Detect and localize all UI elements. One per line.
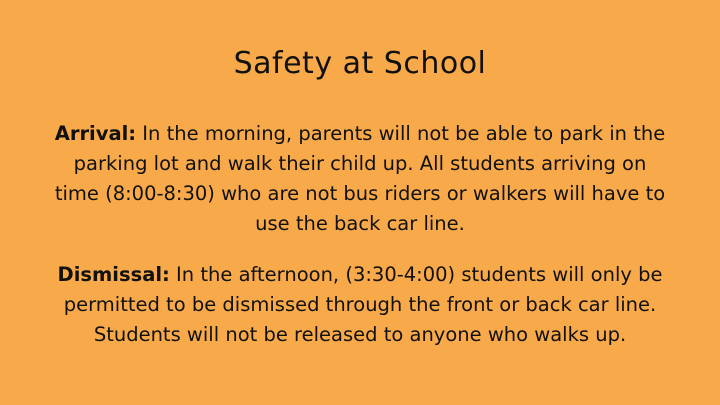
dismissal-text: In the afternoon, (3:30-4:00) students will only be permitted to be dismissed through the front or back car line. Students will not be released to anyone who walks up. bbox=[63, 263, 663, 346]
arrival-text: In the morning, parents will not be able to park in the parking lot and walk their child up. All students arriving on time (8:00-8:30) who are not bus riders or walkers will have to use the back car line. bbox=[54, 122, 666, 235]
arrival-paragraph bbox=[50, 119, 670, 239]
dismissal-paragraph bbox=[50, 260, 670, 350]
slide-title: Safety at School bbox=[233, 46, 487, 81]
dismissal-label: Dismissal: bbox=[57, 263, 170, 286]
arrival-label: Arrival: bbox=[54, 122, 137, 145]
